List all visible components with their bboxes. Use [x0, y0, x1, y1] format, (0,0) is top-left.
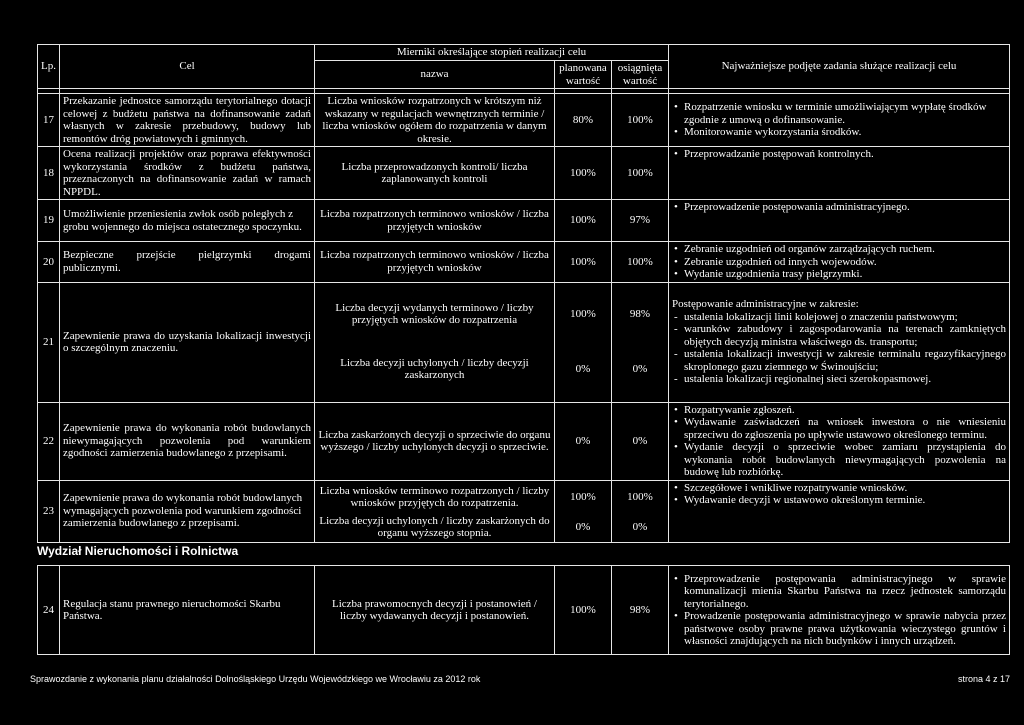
- row-cel: Przekazanie jednostce samorządu terytorialnego dotacji celowej z budżetu państwa na dofinansowanie zadań własnych w zakresie przebudowy, budowy lub remontów dróg powiatowych i gminnych.: [60, 94, 315, 147]
- miernik-2: Liczba decyzji uchylonych / liczby decyzji zaskarzonych: [340, 356, 529, 381]
- osiag-2: 0%: [632, 521, 648, 533]
- section-title: Wydział Nieruchomości i Rolnictwa: [37, 544, 239, 558]
- row-miernik: Liczba rozpatrzonych terminowo wniosków / liczba przyjętych wniosków: [315, 200, 555, 242]
- row-osiag: 100%: [612, 94, 669, 147]
- table-row: [38, 282, 1010, 402]
- row-cel: Umożliwienie przeniesienia zwłok osób poległych z grobu wojennego do miejsca ostatecznego spoczynku.: [60, 200, 315, 242]
- row-miernik: Liczba zaskarżonych decyzji o sprzeciwie do organu wyższego / liczby uchylonych decyzji o sprzeciwie.: [315, 402, 555, 480]
- miernik-1: Liczba decyzji wydanych terminowo / liczby przyjętych wniosków do rozpatrzenia: [335, 301, 534, 326]
- table-row: [38, 147, 1010, 200]
- zadanie-item: • Wydawanie zaświadczeń na wniosek inwestora o nie wniesieniu sprzeciwu do zgłoszenia po upływie ustawowo określonego terminu.: [684, 416, 1006, 441]
- row-miernik: Liczba przeprowadzonych kontroli/ liczba zaplanowanych kontroli: [315, 147, 555, 200]
- zadanie-item: • Wydawanie decyzji w ustawowo określonym terminie.: [684, 494, 1006, 507]
- row-osiag: 0%: [612, 402, 669, 480]
- row-plan: 100%: [555, 200, 612, 242]
- zadanie-item: • Wydanie decyzji o sprzeciwie wobec zamiaru przystąpienia do wykonania robót budowlanych niewymagających pozwolenia na budowę lub rozbiórkę.: [684, 441, 1006, 479]
- header-cel: Cel: [60, 45, 315, 89]
- zadanie-item: • Rozpatrywanie zgłoszeń.: [684, 404, 1006, 417]
- row-plan: [555, 282, 612, 402]
- zadanie-item: - warunków zabudowy i zagospodarowania na terenach zamkniętych objętych decyzją ministra właściwego ds. transportu;: [684, 323, 1006, 348]
- row-plan: 100%: [555, 242, 612, 283]
- row-miernik: [315, 282, 555, 402]
- plan-1: 100%: [570, 308, 596, 320]
- osiag-2: 0%: [632, 363, 648, 375]
- row-zadania: [669, 402, 1010, 480]
- zadanie-item: - ustalenia lokalizacji inwestycji w zakresie terminalu regazyfikacyjnego skroplonego gazu ziemnego w Świnoujściu;: [684, 348, 1006, 373]
- row-osiag: [612, 282, 669, 402]
- plan-1: 100%: [570, 491, 596, 503]
- row-plan: 100%: [555, 147, 612, 200]
- plan-2: 0%: [575, 521, 591, 533]
- zadanie-item: • Monitorowanie wykorzystania środków.: [684, 126, 1006, 139]
- zadanie-item: • Zebranie uzgodnień od innych wojewodów.: [684, 256, 1006, 269]
- zadanie-item: • Prowadzenie postępowania administracyjnego w sprawie nabycia przez państwowe osoby prawne prawa użytkowania wieczystego gruntów i własności znajdujących na nich budynków i innych urządzeń.: [684, 610, 1006, 648]
- zadanie-item: • Zebranie uzgodnień od organów zarządzających ruchem.: [684, 243, 1006, 256]
- osiag-1: 100%: [627, 491, 653, 503]
- zadanie-item: • Przeprowadzenie postępowania administracyjnego w sprawie komunalizacji mienia Skarbu Państwa na rzecz jednostek samorządu terytorialnego.: [684, 573, 1006, 611]
- row-osiag: 100%: [612, 147, 669, 200]
- miernik-2: Liczba decyzji uchylonych / liczby zaskarżonych do organu wyższego stopnia.: [319, 514, 550, 539]
- miernik-1: Liczba wniosków terminowo rozpatrzonych / liczby wniosków przyjętych do rozpatrzenia.: [319, 484, 550, 509]
- zadanie-item: • Przeprowadzanie postępowań kontrolnych.: [684, 148, 1006, 161]
- footer-text: Sprawozdanie z wykonania planu działalności Dolnośląskiego Urzędu Wojewódzkiego we Wrocławiu za 2012 rok: [30, 674, 481, 684]
- row-cel: Zapewnienie prawa do wykonania robót budowlanych niewymagających pozwolenia pod warunkiem zgodności zamierzenia budowlanego z przepisami.: [60, 402, 315, 480]
- row-zadania: [669, 147, 1010, 200]
- row-plan: 80%: [555, 94, 612, 147]
- zadanie-item: • Szczegółowe i wnikliwe rozpatrywanie wniosków.: [684, 482, 1006, 495]
- header-zadania: Najważniejsze podjęte zadania służące realizacji celu: [669, 45, 1010, 89]
- table-row: [38, 242, 1010, 283]
- section-table: [37, 565, 1010, 655]
- row-zadania: [669, 200, 1010, 242]
- row-zadania: [669, 242, 1010, 283]
- row-miernik: Liczba prawomocnych decyzji i postanowień / liczby wydawanych decyzji i postanowień.: [315, 566, 555, 655]
- row-cel: Zapewnienie prawa do wykonania robót budowlanych wymagających pozwolenia pod warunkiem zgodności zamierzenia budowlanego z przepisami.: [60, 480, 315, 542]
- header-mierniki: Mierniki określające stopień realizacji celu: [315, 45, 669, 61]
- row-plan: [555, 480, 612, 542]
- table-row: [38, 94, 1010, 147]
- zadanie-item: • Wydanie uzgodnienia trasy pielgrzymki.: [684, 268, 1006, 281]
- row-zadania: [669, 480, 1010, 542]
- osiag-1: 98%: [629, 308, 651, 320]
- row-cel: Bezpieczne przejście pielgrzymki drogami publicznymi.: [60, 242, 315, 283]
- row-miernik: Liczba rozpatrzonych terminowo wniosków / liczba przyjętych wniosków: [315, 242, 555, 283]
- row-cel: Zapewnienie prawa do uzyskania lokalizacji inwestycji o szczególnym znaczeniu.: [60, 282, 315, 402]
- row-osiag: 100%: [612, 242, 669, 283]
- row-cel: Ocena realizacji projektów oraz poprawa efektywności wykorzystania środków z budżetu państwa, przeznaczonych na dofinansowanie zadań w ramach NPPDL.: [60, 147, 315, 200]
- row-cel: Regulacja stanu prawnego nieruchomości Skarbu Państwa.: [60, 566, 315, 655]
- zadanie-item: - ustalenia lokalizacji linii kolejowej o znaczeniu państwowym;: [684, 311, 1006, 324]
- zadanie-item: - ustalenia lokalizacji regionalnej sieci szerokopasmowej.: [684, 373, 1006, 386]
- row-zadania: [669, 282, 1010, 402]
- row-lp: 22: [38, 402, 60, 480]
- header-planowana: planowana wartość: [555, 61, 612, 89]
- row-plan: 100%: [555, 566, 612, 655]
- report-table: [37, 44, 1010, 543]
- row-lp: 23: [38, 480, 60, 542]
- header-lp: Lp.: [38, 45, 60, 89]
- table-row: [38, 566, 1010, 655]
- zadanie-item: • Rozpatrzenie wniosku w terminie umożliwiającym wypłatę środków zgodnie z umową o dofinansowanie.: [684, 101, 1006, 126]
- row-lp: 17: [38, 94, 60, 147]
- header-osiagnieta: osiągnięta wartość: [612, 61, 669, 89]
- table-row: [38, 402, 1010, 480]
- header-nazwa: nazwa: [315, 61, 555, 89]
- row-osiag: [612, 480, 669, 542]
- row-zadania: [669, 566, 1010, 655]
- row-lp: 24: [38, 566, 60, 655]
- plan-2: 0%: [575, 363, 591, 375]
- row-miernik: Liczba wniosków rozpatrzonych w krótszym niż wskazany w regulacjach wewnętrznych terminie / liczba wniosków ogółem do rozpatrzenia w danym okresie.: [315, 94, 555, 147]
- zadania-intro: Postępowanie administracyjne w zakresie:: [672, 298, 859, 311]
- row-lp: 21: [38, 282, 60, 402]
- page-number: strona 4 z 17: [957, 674, 1010, 684]
- row-lp: 18: [38, 147, 60, 200]
- row-lp: 19: [38, 200, 60, 242]
- row-miernik: [315, 480, 555, 542]
- row-zadania: [669, 94, 1010, 147]
- row-osiag: 97%: [612, 200, 669, 242]
- table-row: [38, 480, 1010, 542]
- table-row: [38, 200, 1010, 242]
- row-lp: 20: [38, 242, 60, 283]
- row-osiag: 98%: [612, 566, 669, 655]
- zadanie-item: • Przeprowadzenie postępowania administracyjnego.: [684, 201, 1006, 214]
- row-plan: 0%: [555, 402, 612, 480]
